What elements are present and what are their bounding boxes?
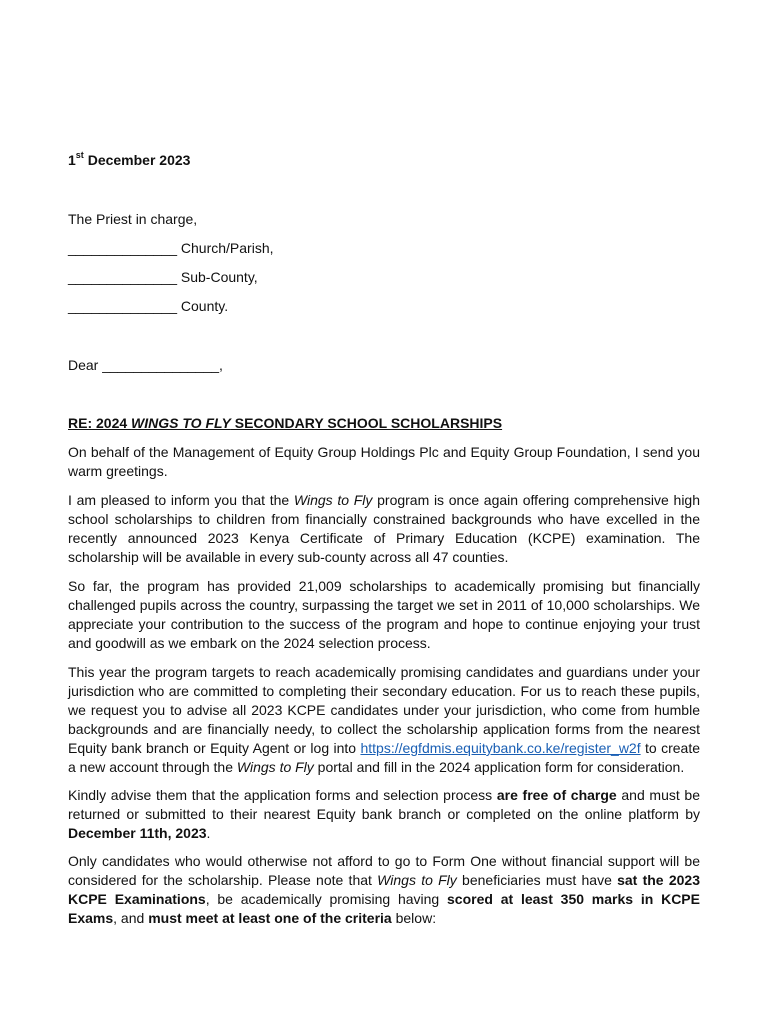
p6-program-name: Wings to Fly [377,872,457,888]
paragraph-program-intro [68,491,700,567]
subject-program: WINGS TO FLY [131,415,231,431]
p6-text-e: , be academically promising having [205,891,448,907]
address-line-4: ______________ County. [68,298,229,314]
paragraph-eligibility [68,852,700,928]
p6-text-a: Only candidates who would otherwise not afford to go to Form One without financial support will be considered for the scholarship. Please note that [68,853,700,888]
date-day: 1 [68,152,76,168]
paragraph-achievements: So far, the program has provided 21,009 scholarships to academically promising but financially challenged pupils across the country, surpassing the target we set in 2011 of 10,000 scholarships. We appreciate your contribution to the success of the program and hope to continue enjoying your trust and goodwill as we embark on the 2024 selection process. [68,578,700,651]
p5-text-a: Kindly advise them that the application forms and selection process [68,787,497,803]
p4-text-d: portal and fill in the 2024 application form for consideration. [313,759,685,775]
p6-criteria: must meet at least one of the criteria [148,910,392,926]
p5-free-of-charge: are free of charge [496,787,617,803]
paragraph-greetings: On behalf of the Management of Equity Group Holdings Plc and Equity Group Foundation, I send you warm greetings. [68,444,700,479]
p4-text-b: to create a new account through the [68,740,700,775]
p4-program-name: Wings to Fly [236,759,314,775]
paragraph-deadline [68,786,700,843]
subject-prefix: RE: 2024 [68,415,132,431]
p6-text-i: below: [391,910,437,926]
address-line-2: ______________ Church/Parish, [68,240,274,256]
p2-program-name: Wings to Fly [293,492,373,508]
subject-line [68,414,502,433]
subject-suffix: SECONDARY SCHOOL SCHOLARSHIPS [230,415,503,431]
date-suffix: st [75,150,84,161]
registration-link[interactable]: https://egfdmis.equitybank.co.ke/register_w2f [360,740,641,756]
p6-text-g: , and [113,910,149,926]
address-line-1: The Priest in charge, [68,211,198,227]
p2-text-a: I am pleased to inform you that the [68,492,294,508]
paragraph-request [68,663,700,777]
salutation: Dear _______________, [68,357,223,373]
p5-text-e: . [206,825,211,841]
p6-marks-requirement: scored at least 350 marks in KCPE Exams [68,891,700,926]
address-line-3: ______________ Sub-County, [68,269,258,285]
letter-date [68,151,190,170]
p4-text-a: This year the program targets to reach academically promising candidates and guardians under your jurisdiction who are committed to completing their secondary education. For us to reach these pupils, we request you to advise all 2023 KCPE candidates under your jurisdiction, who come from humble backgrounds and are financially needy, to collect the scholarship application forms from the nearest Equity bank branch or Equity Agent or log into [68,664,700,756]
p2-text-c: program is once again offering comprehensive high school scholarships to children from financially constrained backgrounds who have excelled in the recently announced 2023 Kenya Certificate of Primary Education (KCPE) examination. The scholarship will be available in every sub-county across all 47 counties. [68,492,700,565]
p6-sat-kcpe: sat the 2023 KCPE Examinations [68,872,700,907]
p6-text-c: beneficiaries must have [456,872,618,888]
p5-text-c: and must be returned or submitted to their nearest Equity bank branch or completed on the online platform by [68,787,701,822]
date-rest: December 2023 [83,152,191,168]
p5-deadline-date: December 11th, 2023 [68,825,207,841]
